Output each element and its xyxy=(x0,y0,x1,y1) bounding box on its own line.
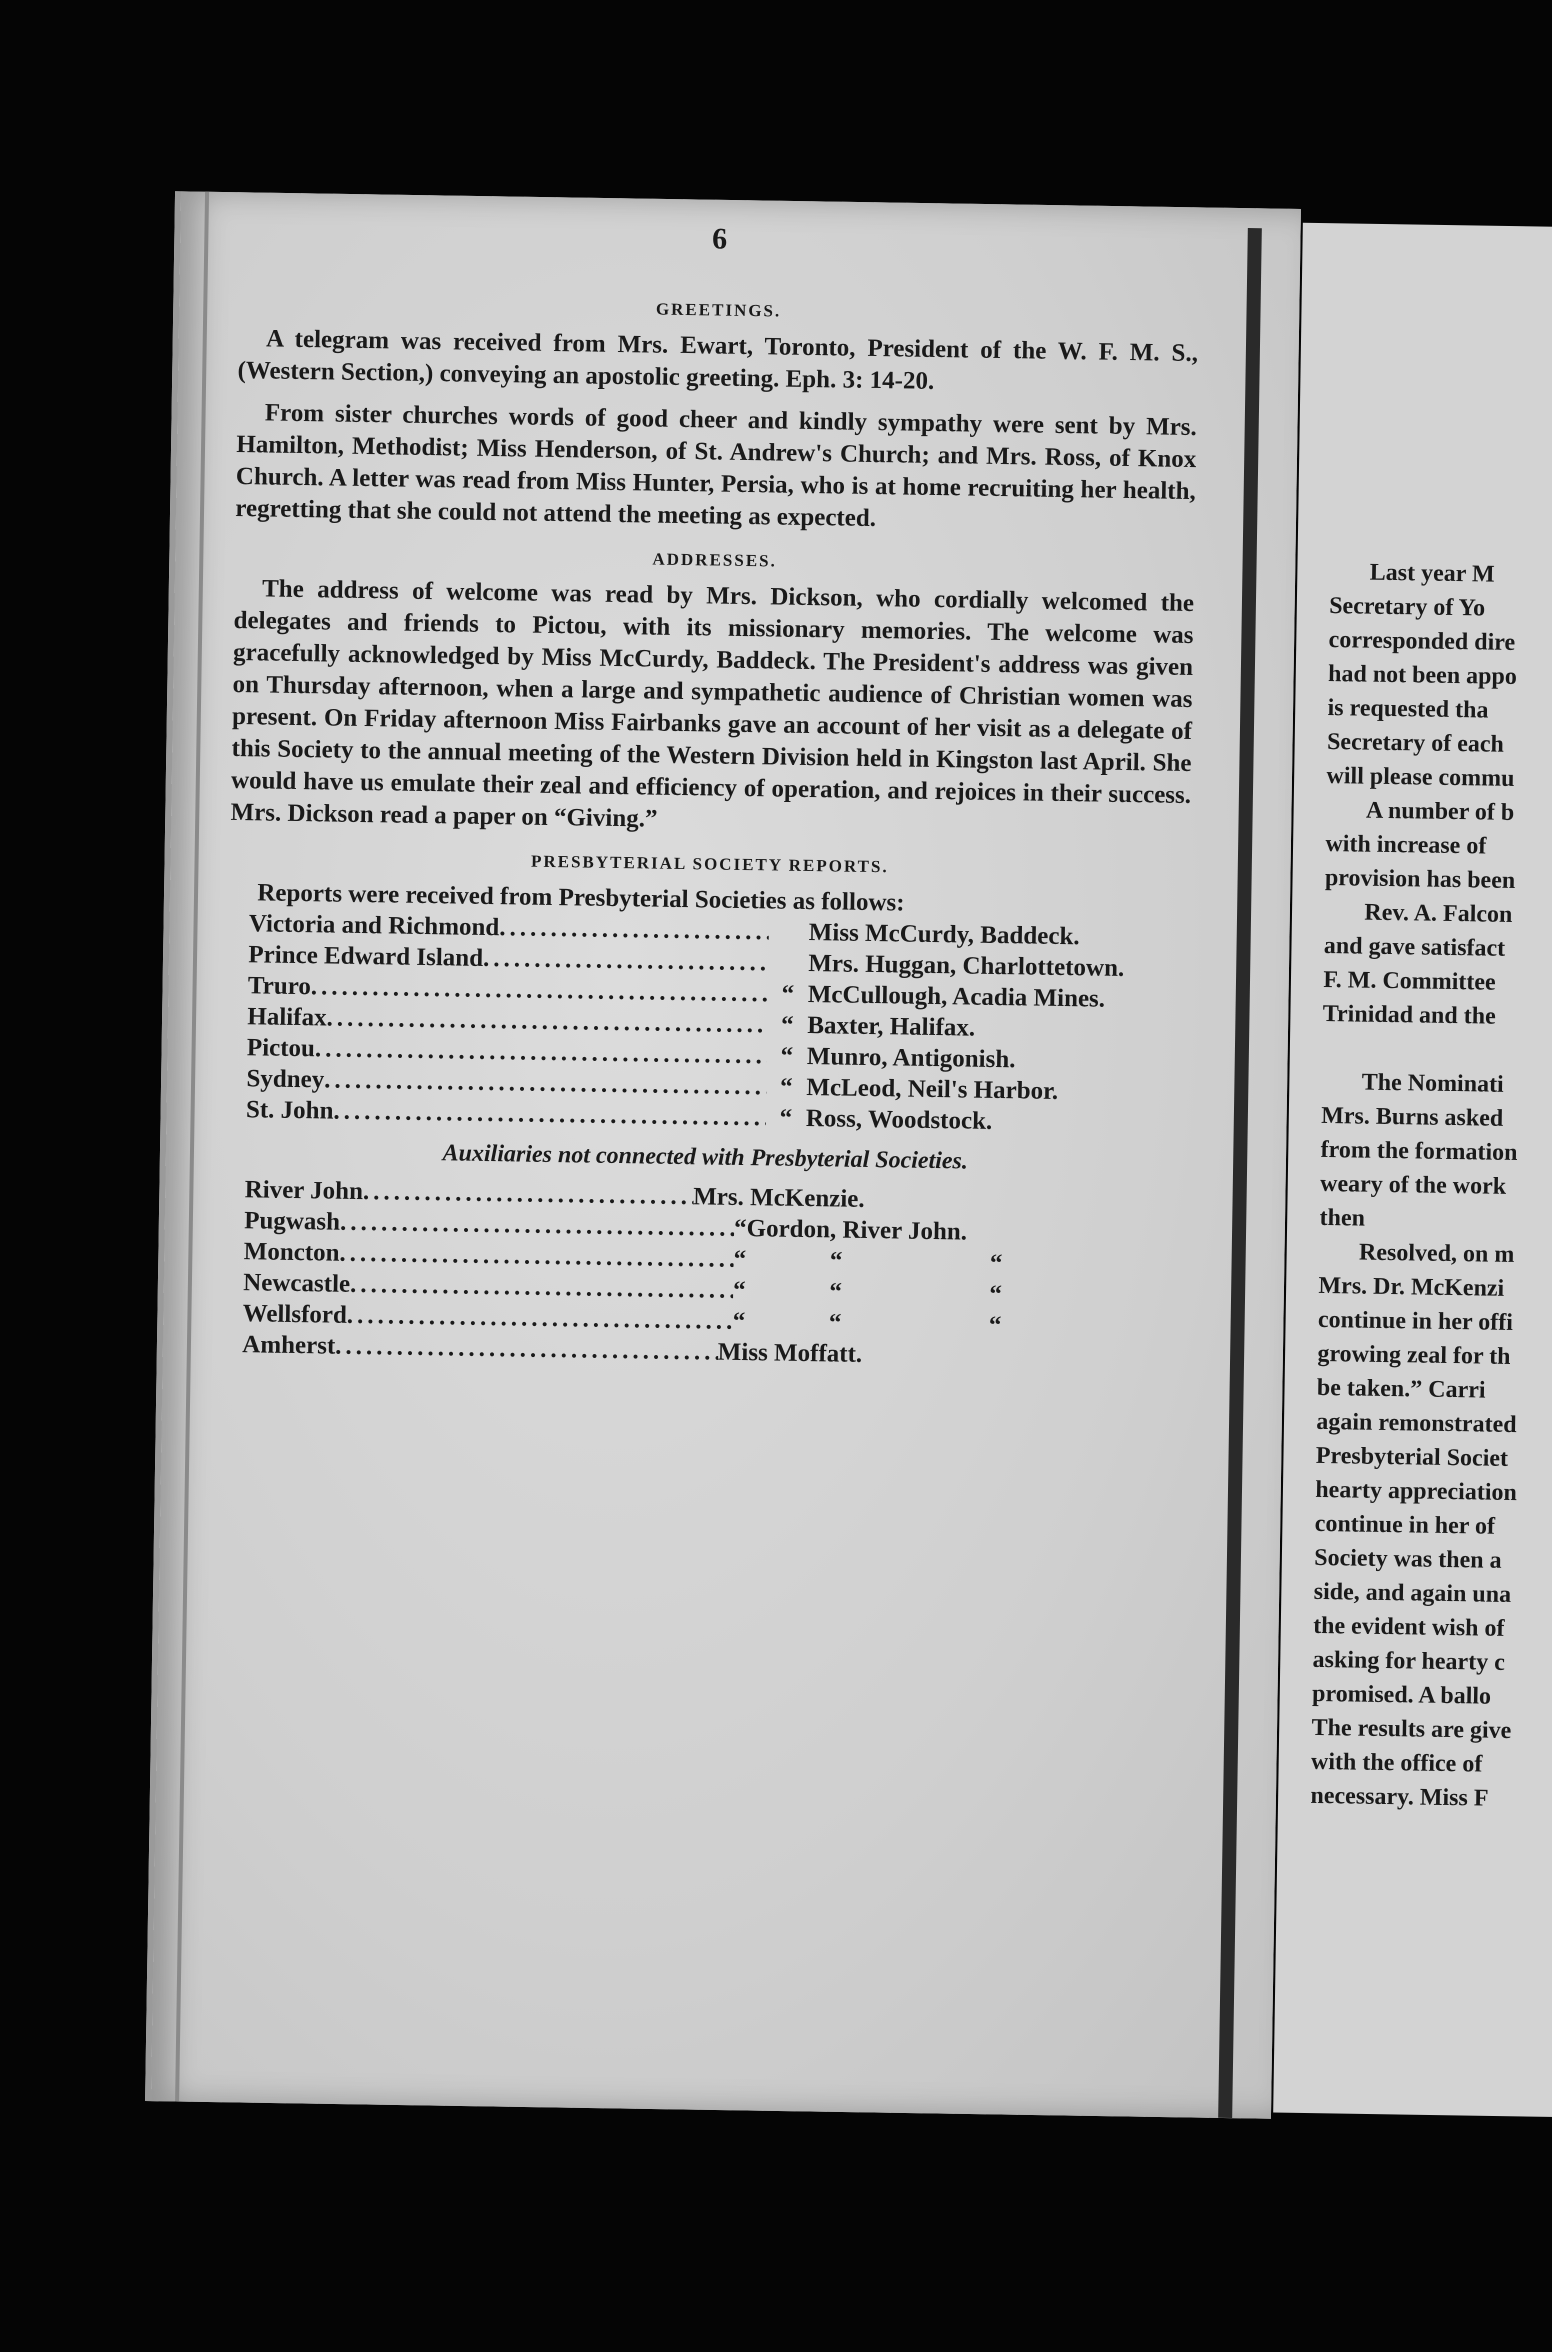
auxiliary-town: “ xyxy=(828,1309,842,1337)
report-name: Baxter, Halifax. xyxy=(807,1012,976,1042)
report-place: Prince Edward Island xyxy=(248,941,484,972)
auxiliary-name: “ xyxy=(732,1276,746,1305)
report-officer xyxy=(766,1102,1186,1140)
report-place: Sydney xyxy=(246,1065,325,1094)
right-page-line: The results are give xyxy=(1311,1714,1512,1744)
report-name: Ross, Woodstock. xyxy=(805,1105,993,1135)
auxiliary-town: “ xyxy=(829,1247,843,1275)
right-page-line: then xyxy=(1319,1204,1366,1232)
page-number: 6 xyxy=(711,222,728,256)
report-name: Munro, Antigonish. xyxy=(806,1043,1016,1074)
right-page-line: Society was then a xyxy=(1314,1544,1502,1574)
right-page-line: from the formation xyxy=(1320,1136,1518,1167)
right-page-line: Mrs. Dr. McKenzi xyxy=(1318,1272,1505,1302)
report-name: McCullough, Acadia Mines. xyxy=(807,981,1106,1013)
auxiliary-ditto xyxy=(1044,1187,1184,1220)
auxiliary-place: River John xyxy=(244,1176,364,1206)
ditto-mark xyxy=(769,916,809,948)
right-page-line: continue in her of xyxy=(1314,1510,1496,1540)
auxiliary-name: Mrs. McKenzie. xyxy=(692,1183,865,1213)
right-page-line: had not been appo xyxy=(1327,660,1518,690)
right-page-line: and gave satisfact xyxy=(1323,932,1506,962)
ditto-mark: “ xyxy=(779,1104,793,1132)
report-place: Halifax xyxy=(247,1003,327,1032)
right-page-line: promised. A ballo xyxy=(1311,1680,1492,1710)
leader-dots xyxy=(499,912,769,947)
ditto-mark: “ xyxy=(779,1073,793,1101)
right-page-line: hearty appreciation xyxy=(1315,1476,1518,1507)
report-name: Mrs. Huggan, Charlottetown. xyxy=(808,950,1125,982)
auxiliary-place: Pugwash xyxy=(243,1207,341,1236)
auxiliary-place: Newcastle xyxy=(243,1269,351,1298)
right-page-line: continue in her offi xyxy=(1317,1306,1514,1336)
right-page-line: Secretary of each xyxy=(1326,728,1505,758)
auxiliary-ditto: “ xyxy=(989,1249,1003,1278)
auxiliary-place: Moncton xyxy=(243,1238,340,1267)
auxiliary-town xyxy=(864,1184,1044,1218)
right-page-line: necessary. Miss F xyxy=(1310,1782,1489,1812)
right-page-line: Trinidad and the xyxy=(1322,1000,1496,1030)
auxiliary-ditto xyxy=(1042,1342,1182,1375)
right-page-line: weary of the work xyxy=(1319,1170,1507,1200)
right-page-line: will please commu xyxy=(1326,762,1515,792)
right-page-line: Rev. A. Falcon xyxy=(1364,899,1513,928)
addresses-heading: ADDRESSES. xyxy=(652,549,777,571)
auxiliaries-list xyxy=(222,1174,1185,1375)
greetings-paragraph-1: A telegram was received from Mrs. Ewart, Toronto, President of the W. F. M. S., (Western Section,) conveying an apostolic greeting. Eph. 3: 14-20. xyxy=(237,325,1199,395)
ditto-mark: “ xyxy=(780,1011,794,1039)
auxiliary-name: “ xyxy=(733,1245,747,1274)
auxiliary-town xyxy=(862,1339,1042,1373)
left-page-content xyxy=(222,215,1200,1385)
report-rows xyxy=(226,908,1189,1140)
right-page-line: is requested tha xyxy=(1327,694,1489,724)
auxiliary-place: Wellsford xyxy=(242,1300,348,1329)
report-place: Victoria and Richmond xyxy=(248,910,500,942)
right-page-line: with the office of xyxy=(1310,1748,1483,1778)
right-page-line: with increase of xyxy=(1325,830,1487,860)
auxiliaries-heading: Auxiliaries not connected with Presbyterial Societies. xyxy=(442,1140,969,1175)
right-page-line: asking for hearty c xyxy=(1312,1646,1506,1676)
right-page-line: Presbyterial Societ xyxy=(1315,1442,1509,1472)
auxiliary-name: Miss Moffatt. xyxy=(717,1338,863,1368)
ditto-mark xyxy=(768,947,808,979)
leader-dots xyxy=(333,1096,766,1134)
greetings-paragraph-2: From sister churches words of good cheer and kindly sympathy were sent by Mrs. Hamilton, Methodist; Miss Henderson, of St. Andrew's Church; and Mrs. Ross, of Knox Church. A letter was read from Miss Hunter, Persia, who is at home recruiting her health, regretting that she could not attend the meeting as expected. xyxy=(235,399,1197,533)
ditto-mark: “ xyxy=(781,980,795,1008)
leader-dots xyxy=(483,943,769,978)
right-page-line: Secretary of Yo xyxy=(1328,592,1486,622)
auxiliary-name: “ xyxy=(732,1307,746,1336)
right-page-line: the evident wish of xyxy=(1312,1612,1505,1642)
report-place: St. John xyxy=(245,1096,334,1125)
report-place: Truro xyxy=(247,972,312,1001)
right-page-line: corresponded dire xyxy=(1328,626,1516,656)
auxiliary-place: Amherst xyxy=(242,1331,336,1360)
page-edge xyxy=(175,192,209,2102)
right-page-line: A number of b xyxy=(1365,797,1515,826)
right-page-line: Resolved, on m xyxy=(1358,1239,1515,1268)
report-name: McLeod, Neil's Harbor. xyxy=(806,1074,1059,1105)
leader-dots xyxy=(335,1331,718,1368)
right-page-line: provision has been xyxy=(1324,864,1516,894)
auxiliary-officer xyxy=(718,1337,1183,1375)
reports-intro: Reports were received from Presbyterial Societies as follows: xyxy=(257,879,905,917)
auxiliary-town: Gordon, River John. xyxy=(746,1215,968,1246)
right-page-line xyxy=(1322,1031,1552,1069)
right-page-text xyxy=(1310,555,1552,1817)
leader-dots xyxy=(363,1176,694,1212)
report-place: Pictou xyxy=(246,1034,316,1063)
right-page-line: side, and again una xyxy=(1313,1578,1512,1608)
auxiliary-town: “ xyxy=(829,1278,843,1306)
right-page-line: The Nominati xyxy=(1361,1069,1504,1098)
report-name: Miss McCurdy, Baddeck. xyxy=(808,919,1080,951)
greetings-heading: GREETINGS. xyxy=(655,299,782,321)
right-page-line: again remonstrated xyxy=(1316,1408,1517,1439)
auxiliary-ditto: “ xyxy=(988,1311,1002,1340)
right-page-line: be taken.” Carri xyxy=(1316,1374,1486,1404)
ditto-mark: “ xyxy=(780,1042,794,1070)
aux-rows xyxy=(222,1174,1185,1375)
right-page-line: F. M. Committee xyxy=(1323,966,1496,996)
right-page-line: growing zeal for th xyxy=(1317,1340,1511,1370)
reports-heading: PRESBYTERIAL SOCIETY REPORTS. xyxy=(530,851,889,877)
reports-list xyxy=(226,877,1190,1140)
auxiliary-name: “ xyxy=(733,1214,747,1243)
auxiliary-ditto xyxy=(926,1216,1066,1249)
right-page-line: Mrs. Burns asked xyxy=(1320,1102,1504,1132)
auxiliary-ditto: “ xyxy=(989,1280,1003,1309)
right-page-line: Last year M xyxy=(1369,559,1495,588)
addresses-paragraph: The address of welcome was read by Mrs. Dickson, who cordially welcomed the delegates and friends to Pictou, with its missionary memories. The welcome was gracefully acknowledged by Miss McCurdy, Baddeck. The President's address was given on Thursday afternoon, when a large and sympathetic audience of Christian women was present. On Friday afternoon Miss Fairbanks gave an account of her visit as a delegate of this Society to the annual meeting of the Western Division held in Kingston last April. She would have us emulate their zeal and efficiency of operation, and rejoices in their success. Mrs. Dickson read a paper on “Giving.” xyxy=(230,575,1195,833)
